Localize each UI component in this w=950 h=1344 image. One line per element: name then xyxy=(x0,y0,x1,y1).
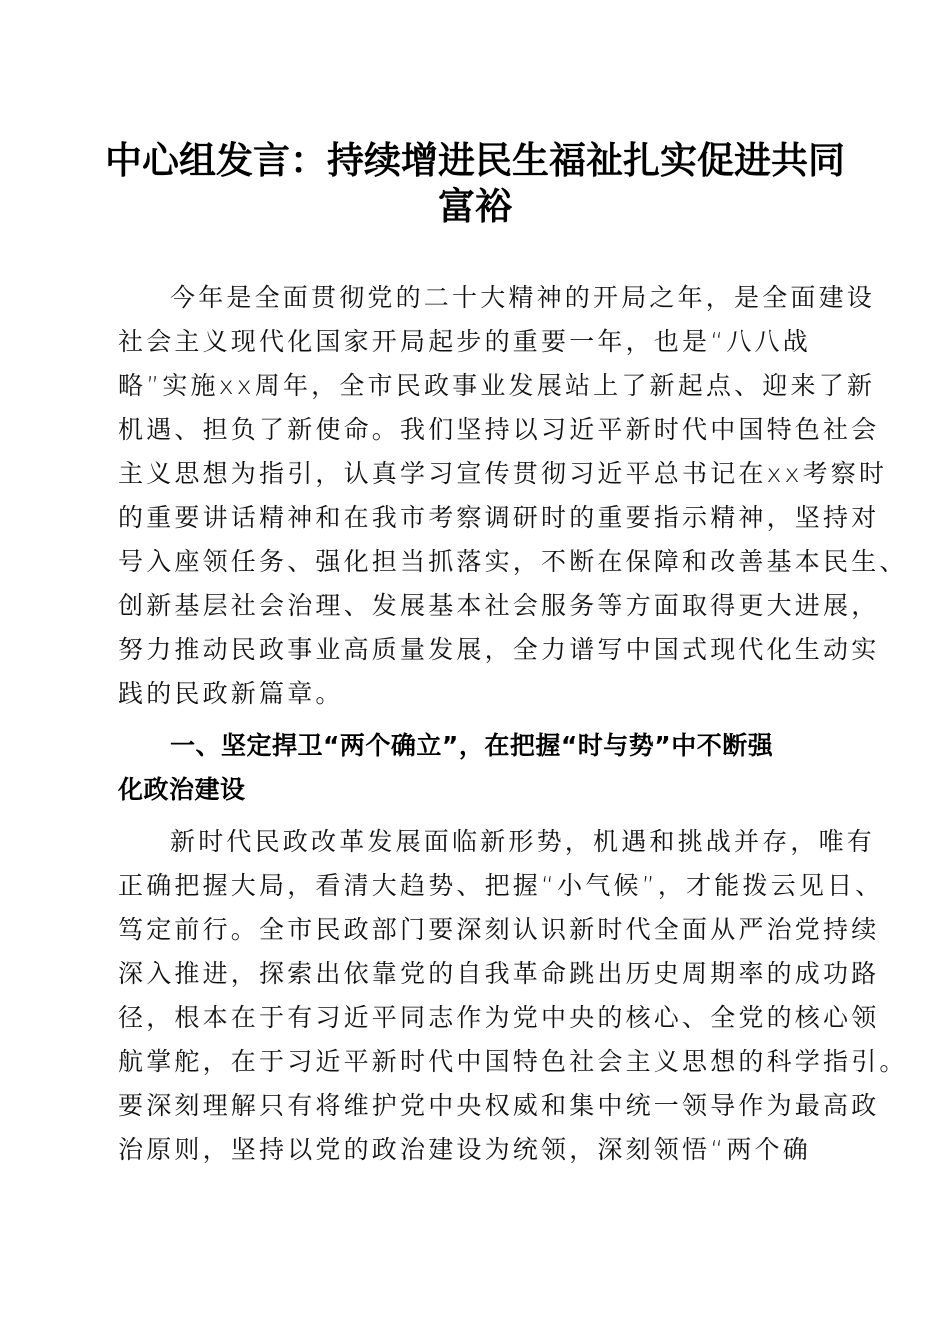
paragraph-1-line-7: 号入座领任务、强化担当抓落实，不断在保障和改善基本民生、 xyxy=(118,547,908,576)
paragraph-2-line-6: 航掌舵，在于习近平新时代中国特色社会主义思想的科学指引。 xyxy=(118,1047,908,1076)
paragraph-1-line-8: 创新基层社会治理、发展基本社会服务等方面取得更大进展， xyxy=(118,591,880,620)
paragraph-1-line-5: 主义思想为指引，认真学习宣传贯彻习近平总书记在xx考察时 xyxy=(118,459,888,488)
paragraph-2-line-1: 新时代民政改革发展面临新形势，机遇和挑战并存，唯有 xyxy=(170,827,876,856)
paragraph-2-line-2: 正确把握大局，看清大趋势、把握“小气候”，才能拨云见日、 xyxy=(118,871,884,900)
paragraph-2-line-5: 径，根本在于有习近平同志作为党中央的核心、全党的核心领 xyxy=(118,1003,880,1032)
paragraph-1-line-6: 的重要讲话精神和在我市考察调研时的重要指示精神，坚持对 xyxy=(118,503,880,532)
paragraph-1-line-3: 略”实施xx周年，全市民政事业发展站上了新起点、迎来了新 xyxy=(118,371,876,400)
section-heading-1-line-2: 化政治建设 xyxy=(118,775,246,804)
paragraph-1-line-10: 践的民政新篇章。 xyxy=(118,679,344,708)
paragraph-1-line-2: 社会主义现代化国家开局起步的重要一年，也是“八八战 xyxy=(118,327,811,356)
document-title-line-1: 中心组发言：持续增进民生福祉扎实促进共同 xyxy=(105,138,845,182)
paragraph-1-line-4: 机遇、担负了新使命。我们坚持以习近平新时代中国特色社会 xyxy=(118,415,880,444)
paragraph-1-line-1: 今年是全面贯彻党的二十大精神的开局之年，是全面建设 xyxy=(170,283,876,312)
paragraph-2-line-4: 深入推进，探索出依靠党的自我革命跳出历史周期率的成功路 xyxy=(118,959,880,988)
paragraph-2-line-8: 治原则，坚持以党的政治建设为统领，深刻领悟“两个确 xyxy=(118,1135,811,1164)
paragraph-2-line-3: 笃定前行。全市民政部门要深刻认识新时代全面从严治党持续 xyxy=(118,915,880,944)
paragraph-1-line-9: 努力推动民政事业高质量发展，全力谱写中国式现代化生动实 xyxy=(118,635,880,664)
document-title-line-2: 富裕 xyxy=(438,184,512,228)
section-heading-1-line-1: 一、坚定捍卫“两个确立”，在把握“时与势”中不断强 xyxy=(170,731,774,760)
paragraph-2-line-7: 要深刻理解只有将维护党中央权威和集中统一领导作为最高政 xyxy=(118,1091,880,1120)
